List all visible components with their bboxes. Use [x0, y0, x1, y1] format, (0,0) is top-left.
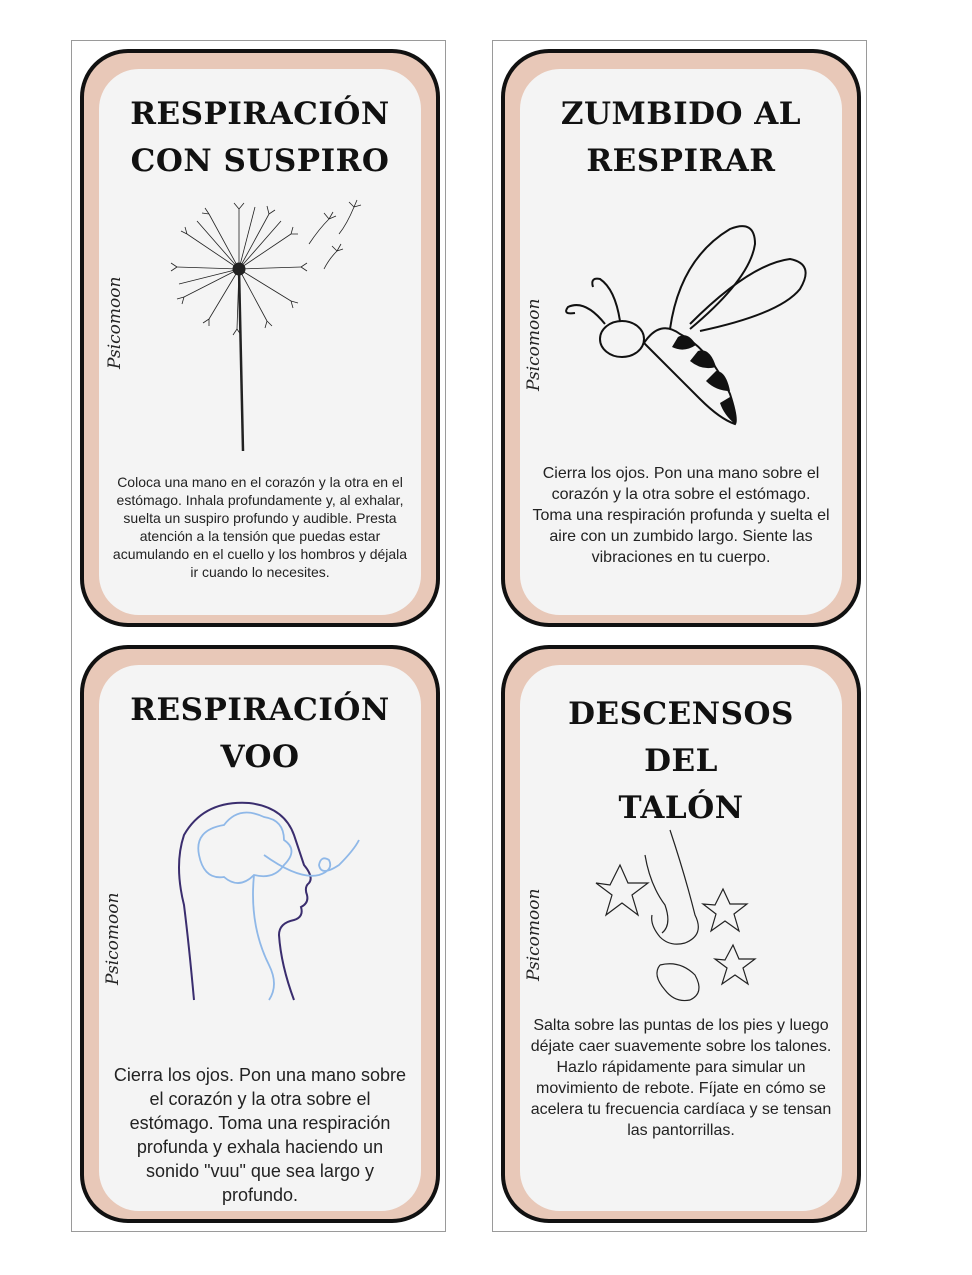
card-respiracion-voo [80, 645, 440, 1223]
head-profile-icon [169, 795, 369, 1005]
card-title-line: RESPIRAR [586, 143, 776, 179]
card-title-line: VOO [220, 739, 300, 775]
card-inner [520, 69, 842, 615]
card-respiracion-suspiro [80, 49, 440, 627]
card-title-line: TALÓN [618, 790, 744, 826]
card-title-line: ZUMBIDO AL [560, 96, 802, 132]
card-inner [99, 69, 421, 615]
card-title-line: RESPIRACIÓN [130, 96, 390, 132]
card-description: Cierra los ojos. Pon una mano sobre el corazón y la otra sobre el estómago. Toma una respiración profunda y exhala haciendo un sonido "vuu" que sea largo y profundo. [113, 1065, 407, 1205]
brand-watermark: Psicomoon [103, 892, 123, 985]
card-title-line: CON SUSPIRO [130, 143, 390, 179]
card-title [99, 687, 421, 781]
card-description: Salta sobre las puntas de los pies y luego déjate caer suavemente sobre los talones. Hazlo rápidamente para simular un movimiento de rebote. Fíjate en cómo se acelera tu frecuencia cardíaca y se tensan las pantorrillas. [530, 1017, 832, 1139]
card-inner [520, 665, 842, 1211]
brand-watermark: Psicomoon [524, 298, 544, 391]
card-title [99, 91, 421, 185]
cards-column-left [71, 40, 446, 1232]
card-inner [99, 665, 421, 1211]
card-title-line: DESCENSOS DEL [568, 696, 794, 779]
card-title [520, 691, 842, 832]
card-title-line: RESPIRACIÓN [130, 692, 390, 728]
dandelion-icon [169, 189, 369, 459]
bee-icon [560, 219, 820, 429]
card-zumbido [501, 49, 861, 627]
brand-watermark: Psicomoon [105, 276, 125, 369]
feet-flowers-icon [590, 825, 770, 1005]
cards-column-right [492, 40, 867, 1232]
card-description: Coloca una mano en el corazón y la otra en el estómago. Inhala profundamente y, al exhalar, suelta un suspiro profundo y audible. Presta atención a la tensión que puedas estar acumulando en el cuello y los hombros y déjala ir cuando lo necesites. [112, 474, 408, 580]
card-title [520, 91, 842, 185]
card-description: Cierra los ojos. Pon una mano sobre el corazón y la otra sobre el estómago. Toma una respiración profunda y suelta el aire con un zumbido largo. Siente las vibraciones en tu cuerpo. [532, 465, 830, 566]
brand-watermark: Psicomoon [524, 888, 544, 981]
card-descensos-talon [501, 645, 861, 1223]
